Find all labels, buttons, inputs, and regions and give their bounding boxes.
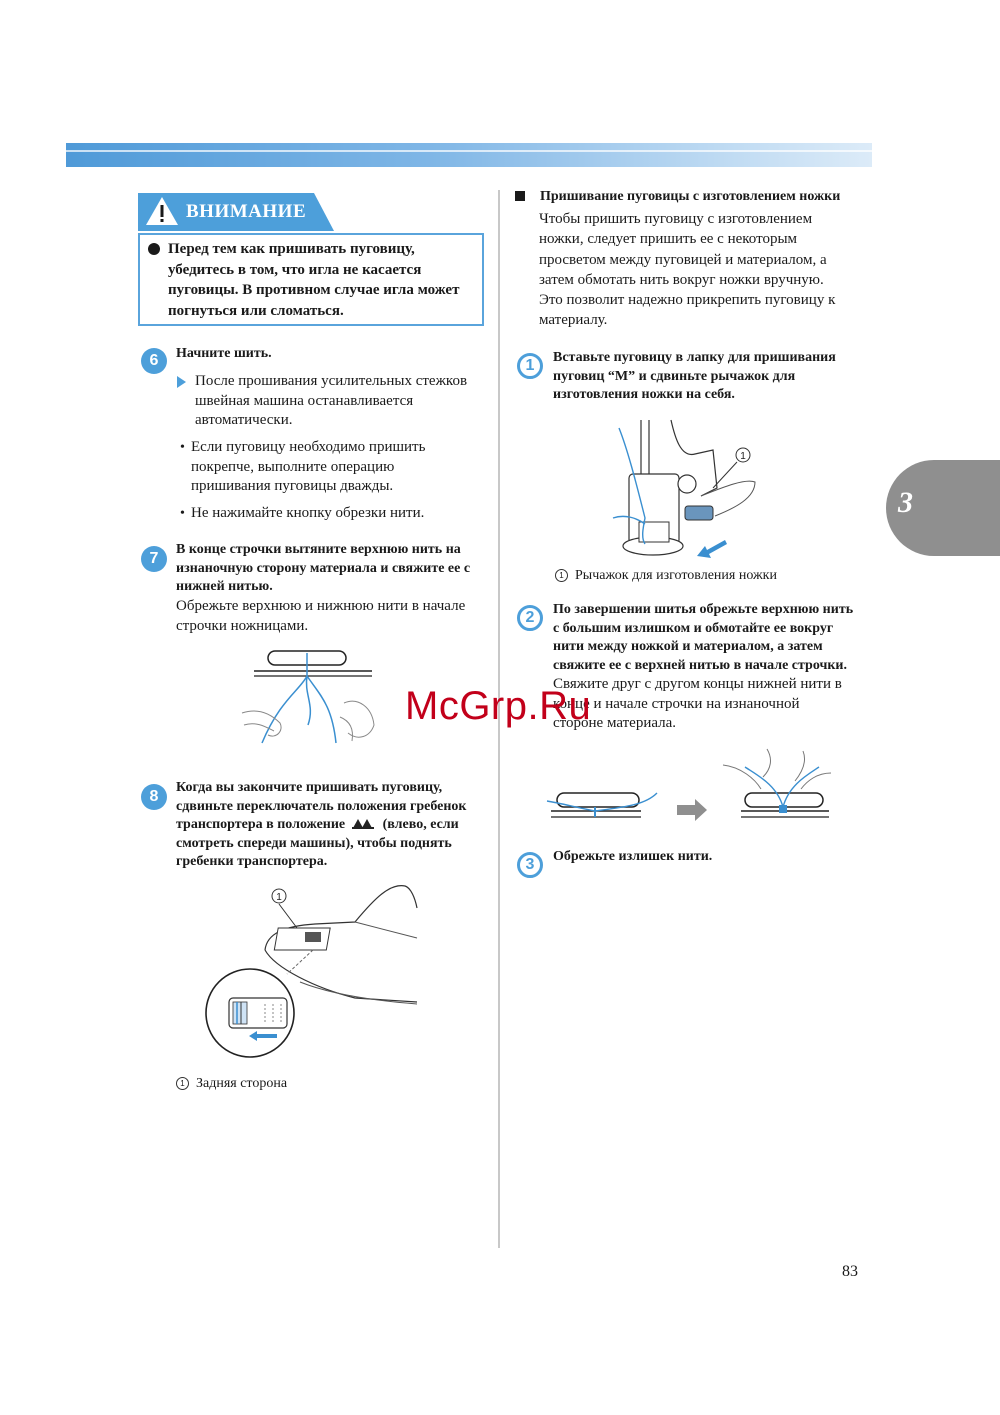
chapter-number: 3 [898,486,913,519]
shank-lever-illustration [605,418,765,568]
substep-1-number: 1 [517,353,543,379]
step-6-note-2: Не нажимайте кнопку обрезки нити. [191,505,425,521]
step-7-title: В конце строчки вытяните верхнюю нить на изнаночную сторону материала и свяжите ее с нижней нитью. [176,542,471,594]
callout-1-label: 1 [740,451,746,462]
step-7-number: 7 [141,546,167,572]
watermark: McGrp.Ru [405,684,592,728]
section-intro: Чтобы пришить пуговицу с изготовлением ножки, следует пришить ее с некоторым просветом между пуговицей и материалом, а затем обмотать нить вокруг ножки вручную. Это позволит надежно прикрепить пуговицу к материалу. [539,211,836,329]
step-6-title: Начните шить. [176,346,272,361]
substep-2-body: Свяжите друг с другом концы нижней нити в конце и начале строчки на изнаночной стороне материала. [553,676,842,731]
substep-3-number: 3 [517,852,543,878]
callout-1-label: 1 [276,892,282,903]
step-7-body: Обрежьте верхнюю и нижнюю нити в начале строчки ножницами. [176,598,466,634]
warning-title: ВНИМАНИЕ [186,201,307,222]
note-dot-icon: • [180,440,185,455]
section-square-icon [515,191,525,201]
wrap-thread-illustration [545,745,835,830]
substep-3-title: Обрежьте излишек нити. [553,849,713,864]
step-8-number: 8 [141,784,167,810]
page-number: 83 [842,1263,858,1280]
section-title: Пришивание пуговицы с изготовлением ножки [540,189,841,204]
step-6-note-1: Если пуговицу необходимо пришить покрепче, выполните операцию пришивания пуговицы дважды. [191,439,426,494]
feed-dog-switch-illustration [205,878,420,1073]
substep-1-caption: 1 Рычажок для изготовления ножки [555,567,777,585]
warning-text: Перед тем как пришивать пуговицу, убедитесь в том, что игла не касается пуговицы. В противном случае игла может погнуться или сломаться. [168,241,460,319]
arrow-toward-icon [697,540,727,558]
bullet-icon [148,243,160,255]
step-6-result: После прошивания усилительных стежков швейная машина останавливается автоматически. [195,373,468,428]
step-8-caption: 1 Задняя сторона [176,1075,287,1093]
step-8-title: Когда вы закончите пришивать пуговицу, сдвиньте переключатель положения гребенок транспортера в положение (влево, если смотреть спереди машины), чтобы поднять гребенки транспортера. [176,780,467,869]
arrow-right-icon [677,799,707,821]
tie-threads-illustration [240,645,380,750]
step-6-number: 6 [141,348,167,374]
substep-2-title: По завершении шитья обрежьте верхнюю нить с большим излишком и обмотайте ее вокруг нити между ножкой и материалом, а затем свяжите ее с верхней нитью в начале строчки. [553,602,854,673]
result-arrow-icon [177,376,186,388]
header-bar-line [66,150,872,152]
note-dot-icon: • [180,506,185,521]
feed-dogs-down-icon [352,816,380,830]
header-bar [66,143,872,167]
substep-2-number: 2 [517,605,543,631]
substep-1-title: Вставьте пуговицу в лапку для пришивания пуговиц “M” и сдвиньте рычажок для изготовления ножки на себя. [553,350,836,402]
